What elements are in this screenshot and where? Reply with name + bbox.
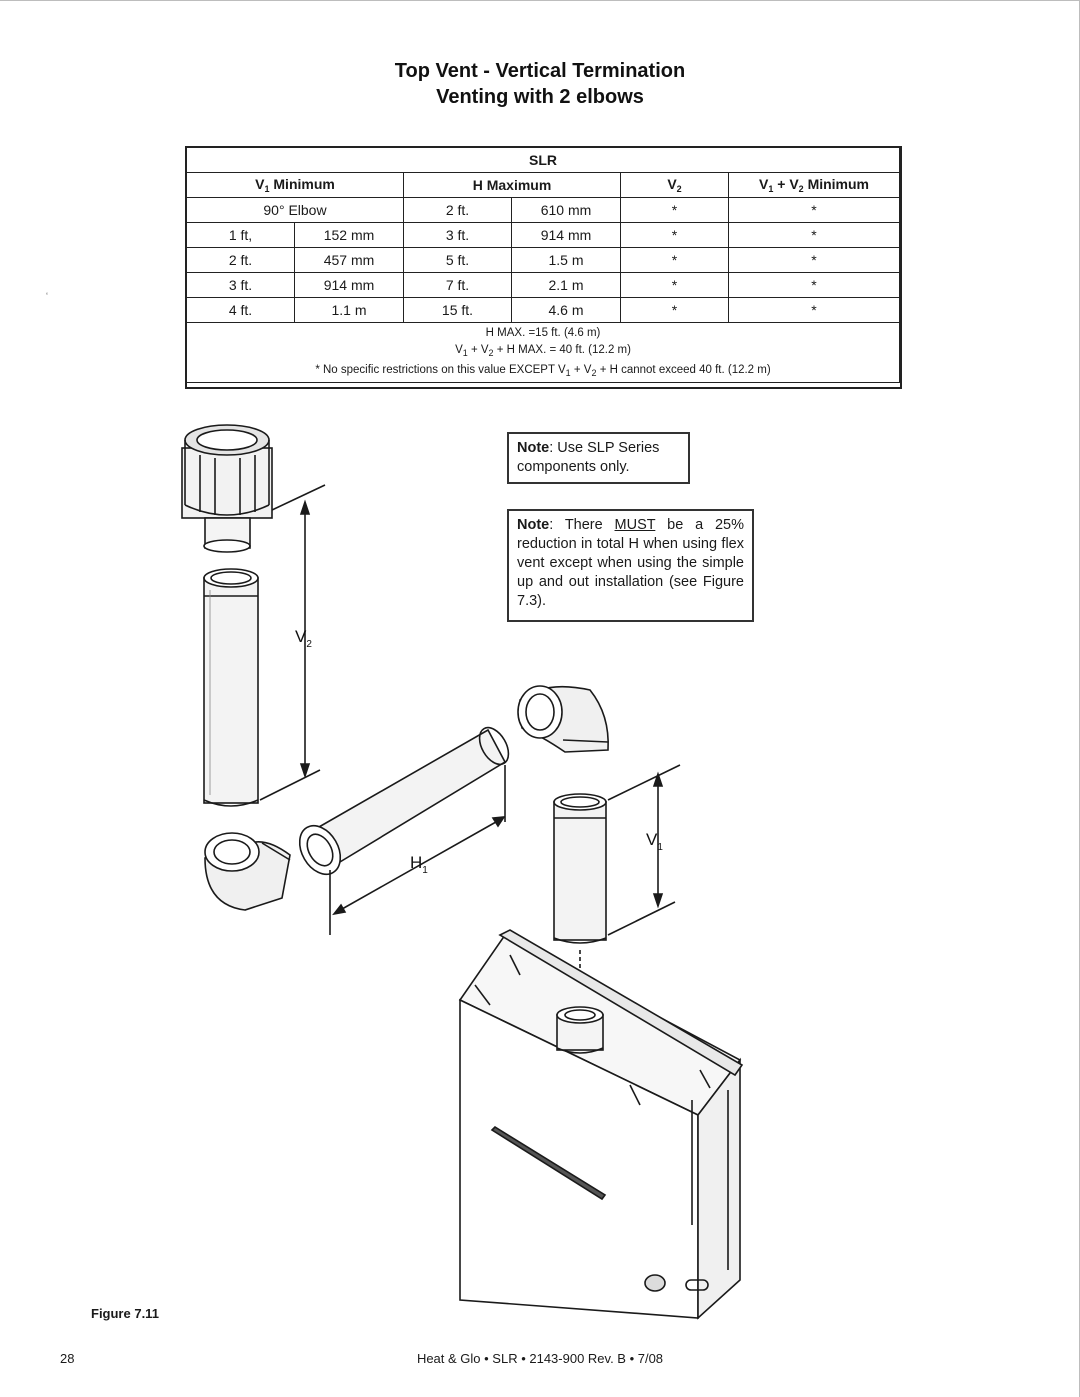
- table-cell: 90° Elbow: [187, 198, 404, 223]
- vertical-pipe-v2: [204, 569, 258, 806]
- elbow-lower-left: [205, 833, 290, 910]
- table-cell: 457 mm: [295, 248, 404, 273]
- table-cell: 610 mm: [512, 198, 621, 223]
- v2-label: $V_2$: [295, 627, 312, 650]
- col-header-h-max: H Maximum: [404, 173, 621, 198]
- table-model-header: SLR: [187, 148, 900, 173]
- table-cell: 2 ft.: [404, 198, 512, 223]
- table-cell: 1.5 m: [512, 248, 621, 273]
- note-slp-components: Note: Use SLP Series components only.: [507, 432, 690, 484]
- table-cell: 3 ft.: [187, 273, 295, 298]
- table-cell: 152 mm: [295, 223, 404, 248]
- v1-label: $V_1$: [646, 830, 663, 853]
- table-cell: 2 ft.: [187, 248, 295, 273]
- col-header-v1v2-min: $V_1 + V_2$ Minimum: [729, 173, 900, 198]
- table-cell: 3 ft.: [404, 223, 512, 248]
- vertical-pipe-v1: [554, 794, 606, 943]
- table-cell: *: [729, 198, 900, 223]
- table-cell: 2.1 m: [512, 273, 621, 298]
- page-number: 28: [60, 1351, 75, 1366]
- footnote-h-max: H MAX. =15 ft. (4.6 m): [485, 327, 601, 339]
- table-cell: *: [621, 298, 729, 323]
- table-cell: 5 ft.: [404, 248, 512, 273]
- table-cell: *: [621, 223, 729, 248]
- h1-label: $H_1$: [410, 853, 428, 876]
- table-cell: 914 mm: [512, 223, 621, 248]
- termination-cap: [182, 425, 272, 552]
- v2-dimension-arrow: [260, 485, 325, 800]
- table-cell: 4.6 m: [512, 298, 621, 323]
- horizontal-pipe-h1: [291, 723, 514, 882]
- note-flex-vent-reduction: Note: There MUST be a 25% reduction in total H when using flex vent except when using the simple up and out installation (see Figure 7.3).: [507, 509, 754, 622]
- table-cell: 7 ft.: [404, 273, 512, 298]
- footnote-total-max: $V_1 + V_2 + H$ MAX. = 40 ft. (12.2 m): [455, 344, 631, 358]
- page-subtitle: Venting with 2 elbows: [436, 86, 644, 108]
- col-header-v1-min: $V_1$ Minimum: [187, 173, 404, 198]
- table-cell: *: [729, 298, 900, 323]
- page-footer: Heat & Glo • SLR • 2143-900 Rev. B • 7/08: [416, 1351, 664, 1366]
- fireplace-unit: [460, 930, 742, 1318]
- table-cell: 1 ft,: [187, 223, 295, 248]
- table-cell: *: [621, 198, 729, 223]
- elbow-upper-right: [518, 686, 608, 752]
- table-cell: 15 ft.: [404, 298, 512, 323]
- table-cell: *: [621, 248, 729, 273]
- footnote-restrictions: * No specific restrictions on this value EXCEPT $V_1 + V_2 + H$ cannot exceed 40 ft. (12.2 m): [315, 364, 771, 378]
- page-title: Top Vent - Vertical Termination: [394, 60, 686, 82]
- table-cell: *: [729, 223, 900, 248]
- stray-mark: ‘: [46, 291, 48, 301]
- table-cell: 4 ft.: [187, 298, 295, 323]
- col-header-v2: $V_2$: [621, 173, 729, 198]
- table-cell: *: [621, 273, 729, 298]
- table-cell: *: [729, 273, 900, 298]
- figure-caption: Figure 7.11: [91, 1306, 159, 1321]
- table-cell: 1.1 m: [295, 298, 404, 323]
- table-cell: 914 mm: [295, 273, 404, 298]
- table-cell: *: [729, 248, 900, 273]
